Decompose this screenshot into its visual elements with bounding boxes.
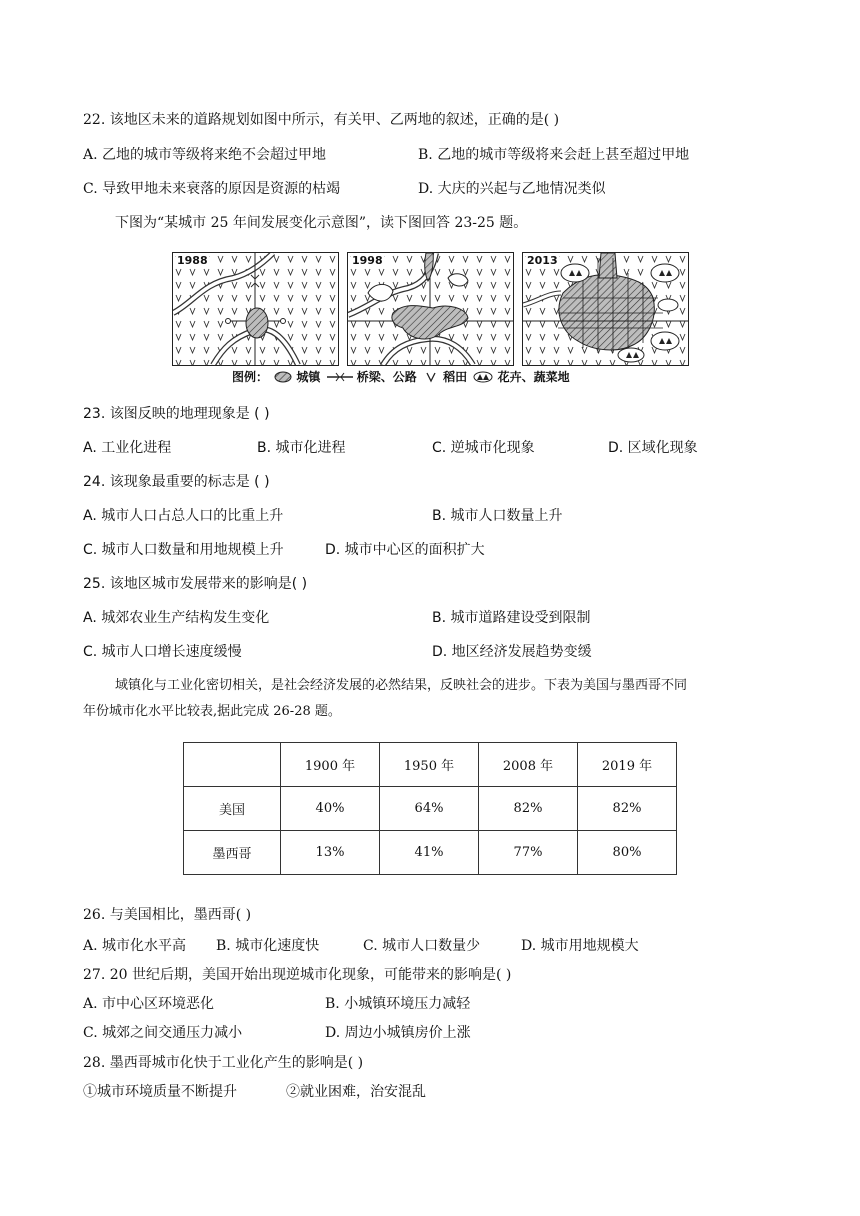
town-legend-icon (274, 371, 292, 383)
q23-option-a: A. 工业化进程 (83, 440, 172, 456)
map-2013-drawing (523, 253, 688, 365)
q24-option-b: B. 城市人口数量上升 (432, 508, 563, 524)
q25-option-d: D. 地区经济发展趋势变缓 (432, 644, 592, 660)
q23-stem: 23. 该图反映的地理现象是 ( ) (83, 406, 270, 422)
q24-option-c: C. 城市人口数量和用地规模上升 (83, 542, 284, 558)
intro-23-25: 下图为“某城市 25 年间发展变化示意图”，读下图回答 23-25 题。 (115, 215, 528, 231)
q27-option-b: B. 小城镇环境压力减轻 (325, 996, 471, 1012)
map-panel-1988 (172, 252, 339, 366)
paddy-legend-icon (423, 371, 439, 383)
map-1998-drawing (348, 253, 513, 365)
table-header-row (184, 743, 677, 787)
legend-flower: 花卉、蔬菜地 (497, 370, 570, 384)
q27-option-d: D. 周边小城镇房价上涨 (325, 1025, 471, 1041)
table-cell: 64% (380, 787, 479, 831)
table-row (184, 787, 677, 831)
flower-vegetable-legend-icon (473, 371, 493, 383)
q27-stem: 27. 20 世纪后期，美国开始出现逆城市化现象，可能带来的影响是( ) (83, 967, 512, 983)
q22-option-b: B. 乙地的城市等级将来会赶上甚至超过甲地 (418, 147, 690, 163)
table-cell: 82% (479, 787, 578, 831)
table-header-cell (184, 743, 281, 787)
table-cell: 41% (380, 831, 479, 875)
q27-option-c: C. 城郊之间交通压力减小 (83, 1025, 243, 1041)
table-header-cell: 2008 年 (479, 743, 578, 787)
legend-label: 图例： (232, 370, 269, 384)
figure-legend (232, 368, 572, 385)
q28-stem: 28. 墨西哥城市化快于工业化产生的影响是( ) (83, 1055, 364, 1071)
q22-stem: 22. 该地区未来的道路规划如图中所示，有关甲、乙两地的叙述，正确的是( ) (83, 112, 560, 128)
map-panel-1998 (347, 252, 514, 366)
table-cell: 40% (281, 787, 380, 831)
panel-year-1998: 1998 (352, 254, 383, 267)
legend-paddy: 稻田 (443, 370, 468, 384)
legend-road: 桥梁、公路 (356, 370, 417, 384)
table-row (184, 831, 677, 875)
q22-option-d: D. 大庆的兴起与乙地情况类似 (418, 181, 606, 197)
q22-option-c: C. 导致甲地未来衰落的原因是资源的枯竭 (83, 181, 341, 197)
table-cell: 77% (479, 831, 578, 875)
q28-option-2: ②就业困难，治安混乱 (286, 1084, 426, 1100)
q23-option-b: B. 城市化进程 (257, 440, 346, 456)
map-panel-2013 (522, 252, 689, 366)
q25-option-a: A. 城郊农业生产结构发生变化 (83, 610, 270, 626)
q25-option-c: C. 城市人口增长速度缓慢 (83, 644, 242, 660)
q28-option-1: ①城市环境质量不断提升 (83, 1084, 237, 1100)
map-1988-drawing (173, 253, 338, 365)
bridge-road-legend-icon (327, 371, 353, 383)
q25-option-b: B. 城市道路建设受到限制 (432, 610, 591, 626)
table-cell: 墨西哥 (184, 831, 281, 875)
q23-option-c: C. 逆城市化现象 (432, 440, 535, 456)
q22-option-a: A. 乙地的城市等级将来绝不会超过甲地 (83, 147, 327, 163)
table-cell: 82% (578, 787, 677, 831)
urbanization-table (183, 742, 677, 875)
q26-option-b: B. 城市化速度快 (216, 938, 320, 954)
legend-town: 城镇 (296, 370, 321, 384)
table-header-cell: 1900 年 (281, 743, 380, 787)
table-header-cell: 1950 年 (380, 743, 479, 787)
table-header-cell: 2019 年 (578, 743, 677, 787)
q23-option-d: D. 区域化现象 (608, 440, 698, 456)
q24-option-a: A. 城市人口占总人口的比重上升 (83, 508, 284, 524)
q26-option-a: A. 城市化水平高 (83, 938, 187, 954)
q25-stem: 25. 该地区城市发展带来的影响是( ) (83, 576, 308, 592)
table-cell: 美国 (184, 787, 281, 831)
panel-year-1988: 1988 (177, 254, 208, 267)
q26-option-c: C. 城市人口数量少 (363, 938, 481, 954)
intro-26-28-line2: 年份城市化水平比较表,据此完成 26-28 题。 (83, 704, 341, 719)
panel-year-2013: 2013 (527, 254, 558, 267)
city-development-figure (172, 252, 688, 388)
table-cell: 13% (281, 831, 380, 875)
q26-stem: 26. 与美国相比，墨西哥( ) (83, 907, 252, 923)
q24-stem: 24. 该现象最重要的标志是 ( ) (83, 474, 270, 490)
q26-option-d: D. 城市用地规模大 (521, 938, 639, 954)
table-cell: 80% (578, 831, 677, 875)
q27-option-a: A. 市中心区环境恶化 (83, 996, 215, 1012)
intro-26-28-line1: 域镇化与工业化密切相关，是社会经济发展的必然结果，反映社会的进步。下表为美国与墨西哥不同 (115, 678, 688, 693)
q24-option-d: D. 城市中心区的面积扩大 (325, 542, 485, 558)
